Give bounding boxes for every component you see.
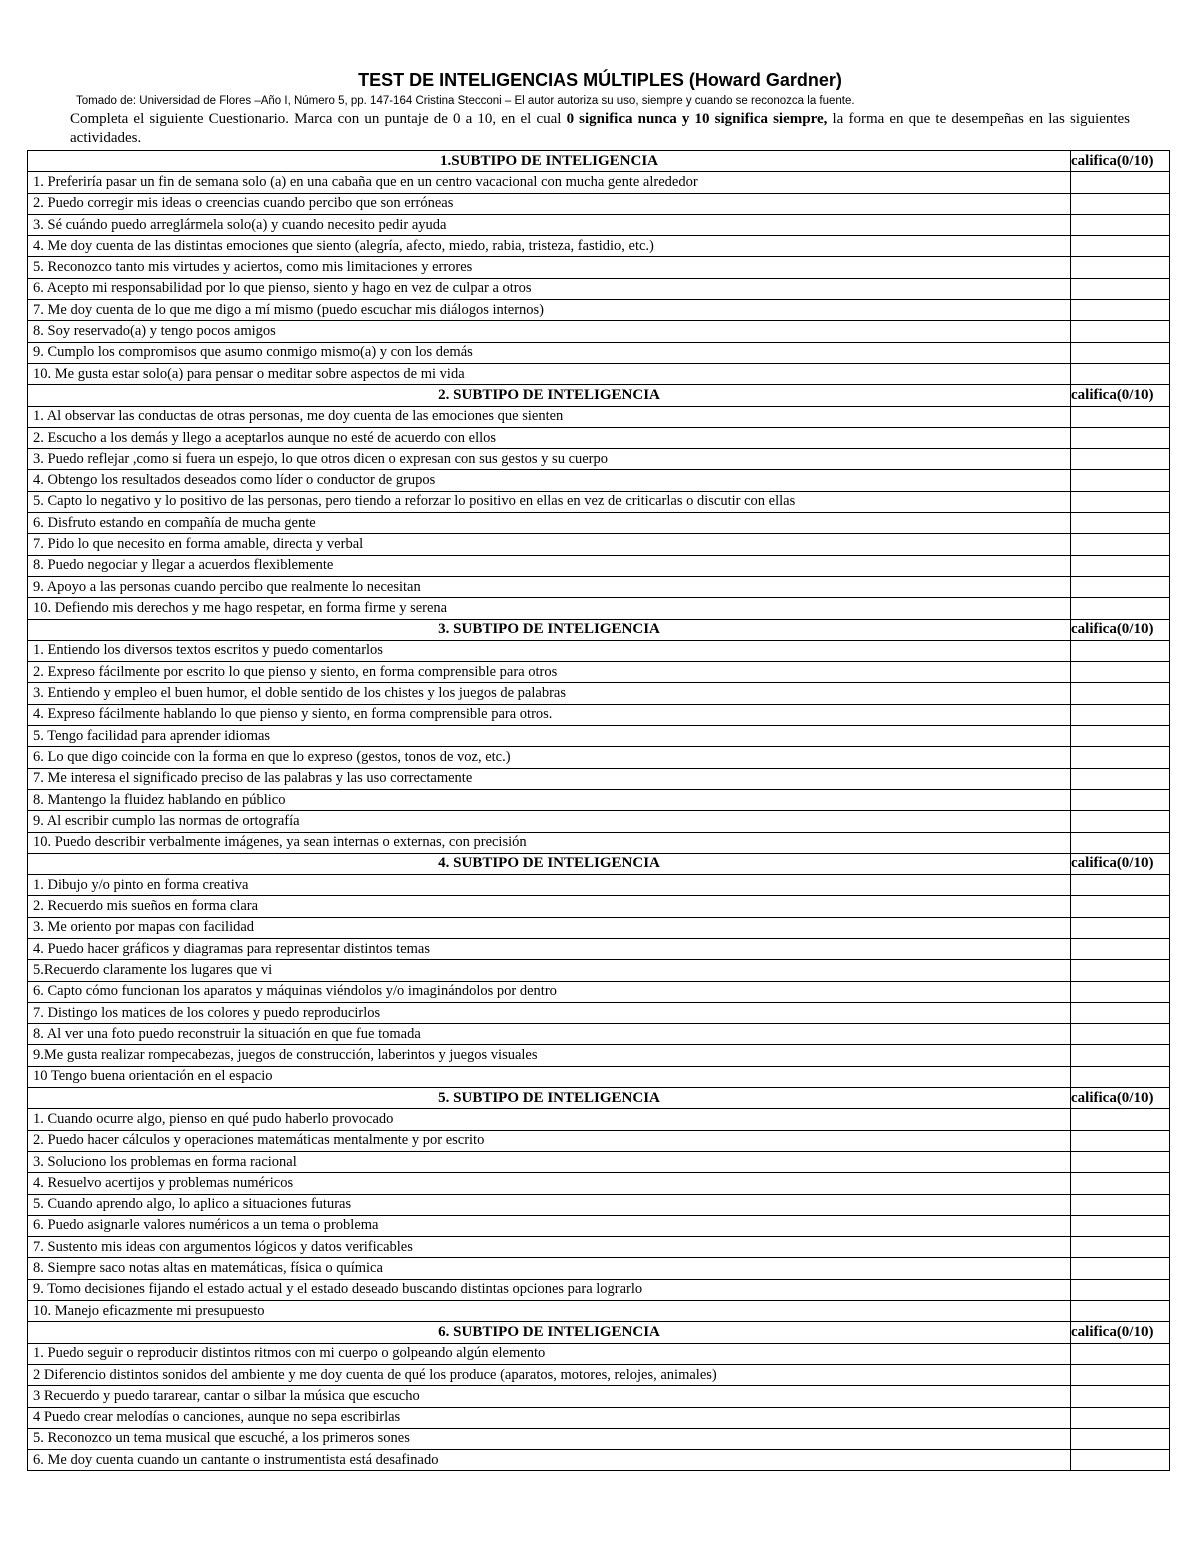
question-row xyxy=(28,1066,1170,1087)
question-text: 2 Diferencio distintos sonidos del ambiente y me doy cuenta de qué los produce (aparatos, motores, relojes, animales) xyxy=(28,1364,1071,1385)
score-cell[interactable] xyxy=(1071,321,1170,342)
question-text: 1. Al observar las conductas de otras personas, me doy cuenta de las emociones que sienten xyxy=(28,406,1071,427)
question-text: 4 Puedo crear melodías o canciones, aunque no sepa escribirlas xyxy=(28,1407,1071,1428)
score-cell[interactable] xyxy=(1071,1343,1170,1364)
question-row xyxy=(28,363,1170,384)
score-cell[interactable] xyxy=(1071,704,1170,725)
question-row xyxy=(28,576,1170,597)
score-column-header: califica(0/10) xyxy=(1071,1088,1170,1109)
score-cell[interactable] xyxy=(1071,1258,1170,1279)
question-row xyxy=(28,300,1170,321)
score-cell[interactable] xyxy=(1071,640,1170,661)
question-text: 1. Dibujo y/o pinto en forma creativa xyxy=(28,875,1071,896)
question-row xyxy=(28,640,1170,661)
question-row xyxy=(28,1428,1170,1449)
section-title: 1.SUBTIPO DE INTELIGENCIA xyxy=(28,151,1071,172)
question-row xyxy=(28,427,1170,448)
score-column-header: califica(0/10) xyxy=(1071,619,1170,640)
question-row xyxy=(28,1109,1170,1130)
question-row xyxy=(28,875,1170,896)
section-title: 2. SUBTIPO DE INTELIGENCIA xyxy=(28,385,1071,406)
question-text: 4. Expreso fácilmente hablando lo que pienso y siento, en forma comprensible para otros. xyxy=(28,704,1071,725)
question-text: 5. Reconozco un tema musical que escuché, a los primeros sones xyxy=(28,1428,1071,1449)
score-cell[interactable] xyxy=(1071,513,1170,534)
question-text: 7. Pido lo que necesito en forma amable, directa y verbal xyxy=(28,534,1071,555)
question-text: 2. Expreso fácilmente por escrito lo que pienso y siento, en forma comprensible para otros xyxy=(28,662,1071,683)
question-row xyxy=(28,534,1170,555)
question-text: 3. Entiendo y empleo el buen humor, el doble sentido de los chistes y los juegos de palabras xyxy=(28,683,1071,704)
score-cell[interactable] xyxy=(1071,1173,1170,1194)
question-row xyxy=(28,491,1170,512)
question-text: 1. Entiendo los diversos textos escritos y puedo comentarlos xyxy=(28,640,1071,661)
question-text: 8. Puedo negociar y llegar a acuerdos flexiblemente xyxy=(28,555,1071,576)
question-row xyxy=(28,1151,1170,1172)
score-cell[interactable] xyxy=(1071,278,1170,299)
question-text: 6. Lo que digo coincide con la forma en que lo expreso (gestos, tonos de voz, etc.) xyxy=(28,747,1071,768)
question-row xyxy=(28,1343,1170,1364)
score-cell[interactable] xyxy=(1071,449,1170,470)
document-title: TEST DE INTELIGENCIAS MÚLTIPLES (Howard Gardner) xyxy=(358,70,842,90)
score-cell[interactable] xyxy=(1071,1130,1170,1151)
score-cell[interactable] xyxy=(1071,1151,1170,1172)
section-header-row xyxy=(28,385,1170,406)
question-row xyxy=(28,981,1170,1002)
section-title: 5. SUBTIPO DE INTELIGENCIA xyxy=(28,1088,1071,1109)
score-cell[interactable] xyxy=(1071,1279,1170,1300)
score-cell[interactable] xyxy=(1071,1045,1170,1066)
score-column-header: califica(0/10) xyxy=(1071,385,1170,406)
question-text: 6. Acepto mi responsabilidad por lo que pienso, siento y hago en vez de culpar a otros xyxy=(28,278,1071,299)
score-cell[interactable] xyxy=(1071,427,1170,448)
score-cell[interactable] xyxy=(1071,214,1170,235)
question-row xyxy=(28,768,1170,789)
question-text: 8. Al ver una foto puedo reconstruir la situación en que fue tomada xyxy=(28,1024,1071,1045)
question-row xyxy=(28,1215,1170,1236)
question-row xyxy=(28,1194,1170,1215)
score-cell[interactable] xyxy=(1071,1386,1170,1407)
score-cell[interactable] xyxy=(1071,662,1170,683)
score-column-header: califica(0/10) xyxy=(1071,151,1170,172)
score-cell[interactable] xyxy=(1071,363,1170,384)
question-row xyxy=(28,917,1170,938)
question-text: 10. Defiendo mis derechos y me hago respetar, en forma firme y serena xyxy=(28,598,1071,619)
question-text: 10. Me gusta estar solo(a) para pensar o meditar sobre aspectos de mi vida xyxy=(28,363,1071,384)
question-row xyxy=(28,683,1170,704)
score-cell[interactable] xyxy=(1071,1109,1170,1130)
question-row xyxy=(28,938,1170,959)
section-header-row xyxy=(28,619,1170,640)
score-cell[interactable] xyxy=(1071,1024,1170,1045)
question-text: 10 Tengo buena orientación en el espacio xyxy=(28,1066,1071,1087)
question-text: 10. Manejo eficazmente mi presupuesto xyxy=(28,1301,1071,1322)
score-cell[interactable] xyxy=(1071,342,1170,363)
question-text: 1. Cuando ocurre algo, pienso en qué pudo haberlo provocado xyxy=(28,1109,1071,1130)
question-row xyxy=(28,1045,1170,1066)
score-cell[interactable] xyxy=(1071,257,1170,278)
question-text: 7. Distingo los matices de los colores y puedo reproducirlos xyxy=(28,1002,1071,1023)
score-cell[interactable] xyxy=(1071,683,1170,704)
question-row xyxy=(28,193,1170,214)
question-row xyxy=(28,1173,1170,1194)
question-text: 5.Recuerdo claramente los lugares que vi xyxy=(28,960,1071,981)
question-text: 7. Me doy cuenta de lo que me digo a mí mismo (puedo escuchar mis diálogos internos) xyxy=(28,300,1071,321)
question-row xyxy=(28,555,1170,576)
question-text: 6. Puedo asignarle valores numéricos a un tema o problema xyxy=(28,1215,1071,1236)
score-cell[interactable] xyxy=(1071,534,1170,555)
question-text: 3. Puedo reflejar ,como si fuera un espejo, lo que otros dicen o expresan con sus gestos y su cuerpo xyxy=(28,449,1071,470)
score-cell[interactable] xyxy=(1071,832,1170,853)
score-cell[interactable] xyxy=(1071,1237,1170,1258)
score-cell[interactable] xyxy=(1071,726,1170,747)
question-row xyxy=(28,1130,1170,1151)
score-cell[interactable] xyxy=(1071,470,1170,491)
question-text: 2. Recuerdo mis sueños en forma clara xyxy=(28,896,1071,917)
question-text: 3. Me oriento por mapas con facilidad xyxy=(28,917,1071,938)
question-text: 6. Capto cómo funcionan los aparatos y máquinas viéndolos y/o imaginándolos por dentro xyxy=(28,981,1071,1002)
score-column-header: califica(0/10) xyxy=(1071,853,1170,874)
score-cell[interactable] xyxy=(1071,236,1170,257)
question-row xyxy=(28,470,1170,491)
question-text: 2. Escucho a los demás y llego a aceptarlos aunque no esté de acuerdo con ellos xyxy=(28,427,1071,448)
question-row xyxy=(28,1301,1170,1322)
question-row xyxy=(28,278,1170,299)
question-text: 3. Soluciono los problemas en forma racional xyxy=(28,1151,1071,1172)
question-text: 4. Me doy cuenta de las distintas emociones que siento (alegría, afecto, miedo, rabia, tristeza, fastidio, etc.) xyxy=(28,236,1071,257)
question-row xyxy=(28,1024,1170,1045)
question-row xyxy=(28,513,1170,534)
question-row xyxy=(28,1407,1170,1428)
question-text: 5. Tengo facilidad para aprender idiomas xyxy=(28,726,1071,747)
score-cell[interactable] xyxy=(1071,576,1170,597)
section-header-row xyxy=(28,1088,1170,1109)
question-text: 2. Puedo corregir mis ideas o creencias cuando percibo que son erróneas xyxy=(28,193,1071,214)
question-row xyxy=(28,1002,1170,1023)
question-text: 5. Capto lo negativo y lo positivo de las personas, pero tiendo a reforzar lo positivo en ellas en vez de criticarlas o discutir con ellas xyxy=(28,491,1071,512)
score-cell[interactable] xyxy=(1071,1450,1170,1471)
question-row xyxy=(28,1386,1170,1407)
section-header-row xyxy=(28,1322,1170,1343)
question-row xyxy=(28,1450,1170,1471)
question-text: 1. Preferiría pasar un fin de semana solo (a) en una cabaña que en un centro vacacional con mucha gente alrededor xyxy=(28,172,1071,193)
score-cell[interactable] xyxy=(1071,981,1170,1002)
question-row xyxy=(28,832,1170,853)
score-cell[interactable] xyxy=(1071,598,1170,619)
question-text: 9. Tomo decisiones fijando el estado actual y el estado deseado buscando distintas opciones para lograrlo xyxy=(28,1279,1071,1300)
question-row xyxy=(28,214,1170,235)
score-cell[interactable] xyxy=(1071,875,1170,896)
question-row xyxy=(28,896,1170,917)
score-cell[interactable] xyxy=(1071,896,1170,917)
instructions-text: Completa el siguiente Cuestionario. Marca con un puntaje de 0 a 10, en el cual xyxy=(70,111,567,127)
question-text: 9.Me gusta realizar rompecabezas, juegos de construcción, laberintos y juegos visuales xyxy=(28,1045,1071,1066)
question-row xyxy=(28,726,1170,747)
score-cell[interactable] xyxy=(1071,491,1170,512)
question-text: 7. Me interesa el significado preciso de las palabras y las uso correctamente xyxy=(28,768,1071,789)
score-cell[interactable] xyxy=(1071,960,1170,981)
question-text: 1. Puedo seguir o reproducir distintos ritmos con mi cuerpo o golpeando algún elemento xyxy=(28,1343,1071,1364)
question-row xyxy=(28,257,1170,278)
question-row xyxy=(28,662,1170,683)
score-cell[interactable] xyxy=(1071,789,1170,810)
score-column-header: califica(0/10) xyxy=(1071,1322,1170,1343)
question-row xyxy=(28,1258,1170,1279)
question-text: 9. Apoyo a las personas cuando percibo que realmente lo necesitan xyxy=(28,576,1071,597)
questionnaire-table xyxy=(27,150,1170,1471)
question-row xyxy=(28,704,1170,725)
question-row xyxy=(28,449,1170,470)
instructions-text-end: la forma en que te desempeñas en las siguientes actividades. xyxy=(70,111,1130,146)
question-text: 8. Mantengo la fluidez hablando en público xyxy=(28,789,1071,810)
question-text: 2. Puedo hacer cálculos y operaciones matemáticas mentalmente y por escrito xyxy=(28,1130,1071,1151)
question-text: 4. Obtengo los resultados deseados como líder o conductor de grupos xyxy=(28,470,1071,491)
score-cell[interactable] xyxy=(1071,768,1170,789)
question-row xyxy=(28,321,1170,342)
question-row xyxy=(28,172,1170,193)
score-cell[interactable] xyxy=(1071,1002,1170,1023)
score-cell[interactable] xyxy=(1071,1215,1170,1236)
question-row xyxy=(28,811,1170,832)
question-row xyxy=(28,342,1170,363)
question-row xyxy=(28,406,1170,427)
instructions xyxy=(70,110,1130,148)
score-cell[interactable] xyxy=(1071,1407,1170,1428)
score-cell[interactable] xyxy=(1071,811,1170,832)
section-title: 3. SUBTIPO DE INTELIGENCIA xyxy=(28,619,1071,640)
question-row xyxy=(28,1364,1170,1385)
question-text: 10. Puedo describir verbalmente imágenes, ya sean internas o externas, con precisión xyxy=(28,832,1071,853)
score-cell[interactable] xyxy=(1071,1364,1170,1385)
question-row xyxy=(28,789,1170,810)
question-row xyxy=(28,747,1170,768)
question-row xyxy=(28,236,1170,257)
score-cell[interactable] xyxy=(1071,300,1170,321)
question-row xyxy=(28,1279,1170,1300)
section-header-row xyxy=(28,151,1170,172)
question-text: 3 Recuerdo y puedo tararear, cantar o silbar la música que escucho xyxy=(28,1386,1071,1407)
question-text: 3. Sé cuándo puedo arreglármela solo(a) y cuando necesito pedir ayuda xyxy=(28,214,1071,235)
section-title: 6. SUBTIPO DE INTELIGENCIA xyxy=(28,1322,1071,1343)
question-text: 8. Siempre saco notas altas en matemáticas, física o química xyxy=(28,1258,1071,1279)
question-row xyxy=(28,598,1170,619)
instructions-emphasis: 0 significa nunca y 10 significa siempre, xyxy=(566,111,828,127)
source-note: Tomado de: Universidad de Flores –Año I, Número 5, pp. 147-164 Cristina Stecconi – El autor autoriza su uso, siempre y cuando se reconozca la fuente. xyxy=(76,95,855,107)
score-cell[interactable] xyxy=(1071,1066,1170,1087)
question-text: 9. Cumplo los compromisos que asumo conmigo mismo(a) y con los demás xyxy=(28,342,1071,363)
score-cell[interactable] xyxy=(1071,917,1170,938)
score-cell[interactable] xyxy=(1071,1301,1170,1322)
score-cell[interactable] xyxy=(1071,1194,1170,1215)
score-cell[interactable] xyxy=(1071,172,1170,193)
question-text: 5. Reconozco tanto mis virtudes y aciertos, como mis limitaciones y errores xyxy=(28,257,1071,278)
question-text: 6. Me doy cuenta cuando un cantante o instrumentista está desafinado xyxy=(28,1450,1071,1471)
question-text: 6. Disfruto estando en compañía de mucha gente xyxy=(28,513,1071,534)
score-cell[interactable] xyxy=(1071,1428,1170,1449)
question-text: 4. Puedo hacer gráficos y diagramas para representar distintos temas xyxy=(28,938,1071,959)
question-row xyxy=(28,960,1170,981)
score-cell[interactable] xyxy=(1071,193,1170,214)
section-title: 4. SUBTIPO DE INTELIGENCIA xyxy=(28,853,1071,874)
score-cell[interactable] xyxy=(1071,938,1170,959)
question-text: 4. Resuelvo acertijos y problemas numéricos xyxy=(28,1173,1071,1194)
question-text: 5. Cuando aprendo algo, lo aplico a situaciones futuras xyxy=(28,1194,1071,1215)
question-text: 8. Soy reservado(a) y tengo pocos amigos xyxy=(28,321,1071,342)
question-row xyxy=(28,1237,1170,1258)
question-text: 7. Sustento mis ideas con argumentos lógicos y datos verificables xyxy=(28,1237,1071,1258)
score-cell[interactable] xyxy=(1071,555,1170,576)
score-cell[interactable] xyxy=(1071,406,1170,427)
question-text: 9. Al escribir cumplo las normas de ortografía xyxy=(28,811,1071,832)
score-cell[interactable] xyxy=(1071,747,1170,768)
section-header-row xyxy=(28,853,1170,874)
